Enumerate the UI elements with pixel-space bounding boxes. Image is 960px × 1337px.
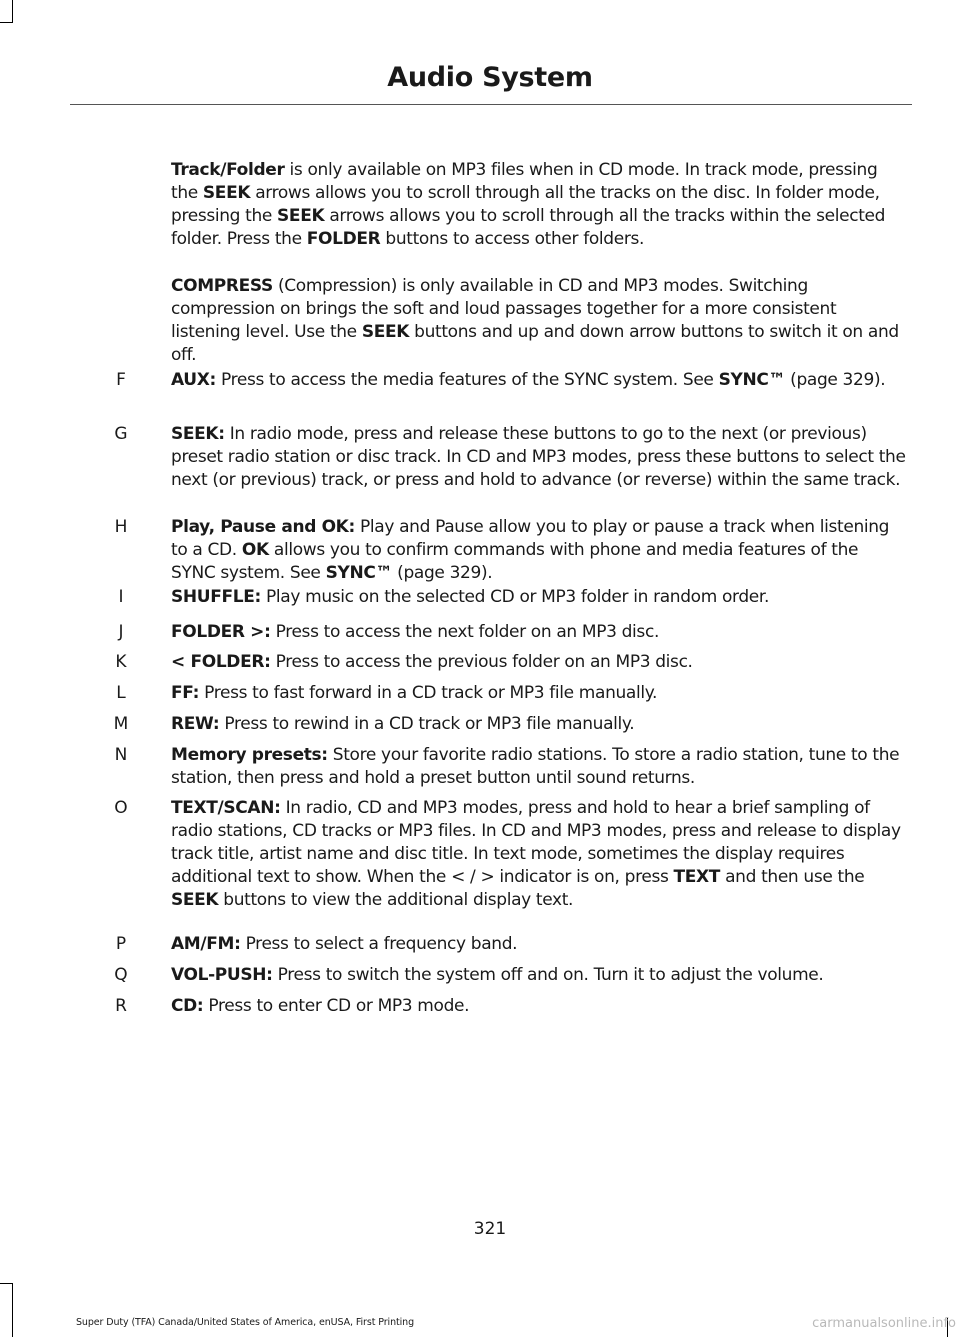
crop-mark-bottom-left-v [12,1283,13,1337]
text-run: arrows allows you to scroll through all the tracks on the disc. In folder mode, pressing the [171,183,880,226]
item-description [171,423,906,492]
item-letter: H [114,517,128,537]
text-run: Press to access the media features of the SYNC system. See [215,370,719,390]
bold-term: FF: [171,683,200,703]
item-letter: Q [114,965,128,985]
text-run: Press to select a frequency band. [240,934,518,954]
item-letter: R [115,996,127,1016]
item-letter: N [114,745,128,765]
bold-term: CD: [171,996,204,1016]
bold-term: SEEK [202,183,251,203]
text-run: Store your favorite radio stations. To store a radio station, tune to the station, then press and hold a preset button until sound returns. [171,745,900,788]
text-run: Press to access the next folder on an MP3 disc. [270,622,659,642]
item-description [171,621,906,644]
bold-term: TEXT/SCAN: [171,798,281,818]
bold-term: SEEK [171,890,219,910]
bold-term: SHUFFLE: [171,587,261,607]
text-run: buttons to access other folders. [380,229,645,249]
paragraph-track-folder [171,159,906,251]
text-run: Play music on the selected CD or MP3 folder in random order. [260,587,770,607]
paragraph-compress [171,275,906,367]
bold-term: FOLDER [306,229,381,249]
item-description [171,586,906,609]
bold-term: SYNC™ [718,370,786,390]
item-description [171,369,906,392]
text-run: Play and Pause allow you to play or pause a track when listening to a CD. [171,517,890,560]
bold-term: < FOLDER: [171,652,271,672]
item-letter: L [116,683,126,703]
text-run: Press to access the previous folder on an MP3 disc. [270,652,693,672]
bold-term: COMPRESS [171,276,273,296]
text-run: In radio mode, press and release these buttons to go to the next (or previous) preset radio station or disc track. In CD and MP3 modes, press these buttons to select the next (or previous) track, or press and hold to advance (or reverse) within the same track. [171,424,906,490]
text-run: buttons to view the additional display text. [218,890,574,910]
item-description [171,797,906,912]
crop-mark-top-left-h [0,22,13,23]
item-letter: O [114,798,128,818]
item-description [171,964,906,987]
header-rule [70,104,912,105]
item-description [171,995,906,1018]
text-run: (Compression) is only available in CD and MP3 modes. Switching compression on brings the soft and loud passages together for a more consistent listening level. Use the [171,276,837,342]
item-description [171,933,906,956]
bold-term: AM/FM: [171,934,241,954]
bold-term: Play, Pause and OK: [171,517,355,537]
item-description [171,682,906,705]
item-description [171,516,906,585]
bold-term: AUX: [171,370,216,390]
item-letter: G [114,424,128,444]
bold-term: SYNC™ [325,563,393,583]
bold-term: VOL-PUSH: [171,965,273,985]
page-title: Audio System [387,62,593,93]
crop-mark-bottom-left-h [0,1283,13,1284]
text-run: (page 329). [785,370,886,390]
text-run: allows you to confirm commands with phone and media features of the SYNC system. See [171,540,859,583]
text-run: (page 329). [392,563,493,583]
text-run: is only available on MP3 files when in CD mode. In track mode, pressing the [171,160,878,203]
text-run: buttons and up and down arrow buttons to switch it on and off. [171,322,899,365]
text-run: Press to enter CD or MP3 mode. [203,996,470,1016]
page-number: 321 [473,1219,507,1239]
bold-term: TEXT [673,867,721,887]
item-letter: I [118,587,124,607]
item-description [171,713,906,736]
bold-term: SEEK [361,322,410,342]
item-description [171,744,906,790]
text-run: arrows allows you to scroll through all the tracks within the selected folder. Press the [171,206,886,249]
item-letter: M [113,714,129,734]
item-letter: K [115,652,127,672]
text-run: and then use the [720,867,865,887]
text-run: Press to rewind in a CD track or MP3 file manually. [219,714,635,734]
crop-mark-top-left-v [12,0,13,22]
item-letter: J [118,622,124,642]
text-run: Press to fast forward in a CD track or MP3 file manually. [199,683,658,703]
watermark: carmanualsonline.info [812,1316,956,1331]
text-run: In radio, CD and MP3 modes, press and hold to hear a brief sampling of radio stations, CD tracks or MP3 files. In CD and MP3 modes, press and release to display track title, artist name and disc title. In text mode, sometimes the display requires additional text to show. When the < / > indicator is on, press [171,798,901,887]
item-description [171,651,906,674]
bold-term: OK [241,540,269,560]
text-run: Press to switch the system off and on. Turn it to adjust the volume. [272,965,824,985]
bold-term: FOLDER >: [171,622,271,642]
bold-term: Track/Folder [171,160,285,180]
bold-term: Memory presets: [171,745,328,765]
item-letter: P [115,934,127,954]
item-letter: F [116,370,126,390]
bold-term: REW: [171,714,220,734]
bold-term: SEEK: [171,424,225,444]
footer-printing-info: Super Duty (TFA) Canada/United States of America, enUSA, First Printing [76,1317,415,1328]
bold-term: SEEK [277,206,325,226]
